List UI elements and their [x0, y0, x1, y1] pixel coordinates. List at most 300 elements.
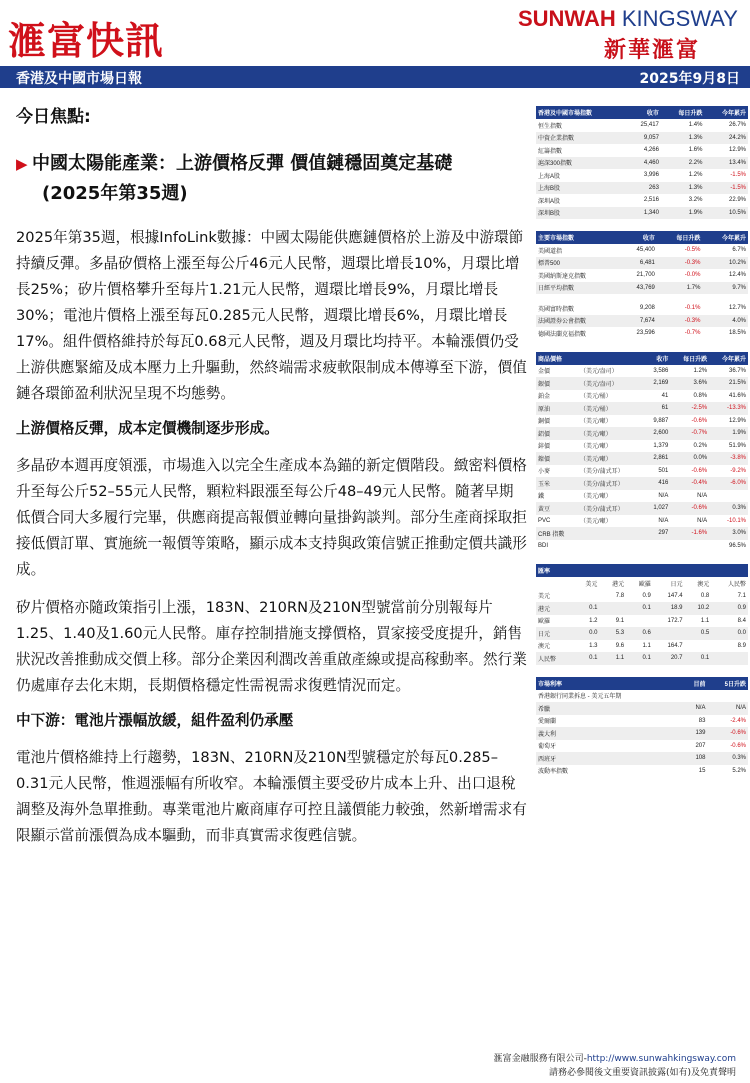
fx-row-cell: 日元: [536, 627, 573, 640]
commodity-row-cell: 96.5%: [728, 542, 746, 549]
rates-col-current: 目前: [682, 677, 708, 690]
fx-row: [536, 590, 748, 603]
headline-line1: 中國太陽能產業：上游價格反彈 價值鏈穩固奠定基礎: [32, 153, 453, 174]
article-headline: [16, 149, 528, 209]
report-title: 滙富快訊: [8, 19, 165, 63]
world-index-row-cell: 23,596: [636, 330, 655, 337]
commodity-row-cell: [644, 540, 670, 553]
report-subtitle: 香港及中國市場日報: [16, 71, 142, 87]
commodity-row-cell: 1,379: [653, 442, 669, 449]
hk-index-row-cell: 2,516: [643, 197, 659, 204]
fx-row-cell: 人民幣: [536, 652, 573, 665]
commodity-row-cell: -0.6%: [670, 502, 709, 515]
commodity-row: [536, 402, 748, 415]
hk-index-row-cell: 深圳B股: [536, 207, 626, 220]
fx-table: [536, 564, 748, 665]
hk-index-row-cell: 25,417: [640, 122, 659, 129]
commodity-row-cell: 鉑金: [538, 394, 551, 401]
commodity-row-cell: 0.2%: [693, 442, 708, 449]
fx-row-cell: 0.1: [573, 602, 600, 615]
commodity-row-cell: -13.3%: [709, 402, 748, 415]
commodity-row-cell: （美元/噸）: [580, 419, 612, 426]
world-index-row-cell: -0.7%: [684, 330, 701, 337]
rate-row-cell: -0.6%: [707, 727, 748, 740]
commodity-row-cell: 3.6%: [670, 377, 709, 390]
fx-row-cell: 9.1: [615, 617, 625, 624]
hk-index-row-cell: 1,340: [626, 207, 661, 220]
commodity-row-cell: PVC: [538, 517, 551, 524]
world-col-close: 收市: [621, 231, 657, 244]
fx-row-cell: [711, 652, 748, 665]
hk-index-row: [536, 194, 748, 207]
commodity-row-cell: 3,586: [653, 367, 669, 374]
fx-row-cell: 0.5: [685, 627, 712, 640]
commodity-row: [536, 540, 748, 553]
world-index-row-cell: -0.1%: [684, 305, 701, 312]
fx-column-header: 人民幣: [727, 581, 746, 588]
world-index-row-cell: -0.5%: [684, 247, 701, 254]
fx-row: [536, 652, 748, 665]
commodity-row-cell: （美元/噸）: [580, 494, 612, 501]
commodity-row-cell: （美元/盎司）: [580, 369, 618, 376]
world-index-row-cell: 9.7%: [702, 282, 748, 295]
fx-row-cell: [626, 615, 653, 628]
commodity-row-cell: N/A: [697, 492, 708, 499]
fx-row-cell: 7.8: [615, 592, 625, 599]
commodity-row-cell: 銀價: [536, 377, 578, 390]
footer-disclaimer: 請務必參閱後文重要資訊披露(如有)及免責聲明: [548, 1068, 736, 1078]
commodity-row-cell: 鐵: [538, 494, 545, 501]
rate-row-cell: N/A: [707, 702, 748, 715]
fx-row-cell: 172.7: [667, 617, 683, 624]
fx-title-row: [536, 564, 748, 577]
rate-row: [536, 740, 748, 753]
comm-col-name: 商品價格: [536, 352, 578, 365]
paragraph-4: 電池片價格維持上行趨勢，183N、210RN及210N型號穩定於每瓦0.285–0.31元人民幣，惟週漲幅有所收窄。本輪漲價主要受矽片成本上升、出口退稅調整及海外急單推動。專業電池片廠商庫存可控且議價能力較強，然新增需求有限顯示當前漲價為成本驅動，而非真實需求復甦信號。: [16, 749, 527, 844]
headline-line2: (2025年第35週): [42, 183, 188, 204]
hk-index-row-cell: -1.5%: [730, 172, 746, 179]
fx-title: 匯率: [536, 564, 748, 577]
world-index-row: [536, 282, 748, 295]
world-index-row-cell: 45,400: [636, 247, 655, 254]
world-col-name: 主要市場指數: [536, 231, 621, 244]
fx-row-cell: [685, 640, 712, 653]
fx-row-cell: 1.1: [599, 652, 626, 665]
report-date: 2025年9月8日: [639, 71, 740, 87]
commodity-row-cell: 2,861: [644, 452, 670, 465]
company-logo-en: [518, 6, 738, 32]
world-index-row-cell: 美國道指: [538, 248, 563, 255]
hk-index-row: [536, 119, 748, 132]
hk-index-row-cell: 1.3%: [661, 182, 705, 195]
world-index-row: [536, 327, 748, 340]
commodity-row-cell: -9.2%: [730, 467, 746, 474]
commodity-row-cell: 玉米: [536, 477, 578, 490]
world-index-row-cell: -0.0%: [684, 272, 701, 279]
market-data-sidebar: [536, 106, 748, 777]
commodity-row-cell: （美元/噸）: [580, 444, 612, 451]
commodity-row-cell: -6.0%: [709, 477, 748, 490]
commodity-row-cell: 1,027: [644, 502, 670, 515]
world-col-daily: 每日升跌: [657, 231, 703, 244]
commodity-row-cell: 2,169: [644, 377, 670, 390]
fx-row-cell: 10.2: [685, 602, 712, 615]
hk-col-close: 收市: [626, 106, 661, 119]
fx-row-cell: 0.1: [626, 602, 653, 615]
commodity-row: [536, 527, 748, 540]
rate-row: [536, 752, 748, 765]
fx-row-cell: [573, 590, 600, 603]
hk-index-row-cell: 1.2%: [688, 172, 703, 179]
rate-row-cell: N/A: [682, 702, 708, 715]
commodity-row-cell: -1.6%: [670, 527, 709, 540]
fx-row-cell: [599, 602, 626, 615]
hk-index-row-cell: 10.5%: [704, 207, 748, 220]
hk-index-row-cell: 12.9%: [728, 147, 746, 154]
hk-index-row: [536, 132, 748, 145]
fx-row-cell: 164.7: [667, 642, 683, 649]
commodity-row-cell: 原油: [536, 402, 578, 415]
header: [0, 0, 750, 66]
fx-row-cell: 0.8: [700, 592, 710, 599]
fx-row-cell: 147.4: [667, 592, 683, 599]
hk-index-row: [536, 182, 748, 195]
hk-index-row-cell: 24.2%: [704, 132, 748, 145]
rate-row-cell: 義大利: [536, 727, 676, 740]
commodity-row-cell: -0.7%: [670, 427, 709, 440]
commodity-row-cell: 金價: [538, 369, 551, 376]
commodity-row-cell: N/A: [658, 517, 669, 524]
world-index-header: [536, 231, 748, 244]
commodity-row-cell: （美元/噸）: [578, 427, 644, 440]
fx-row: [536, 627, 748, 640]
commodity-row: [536, 440, 748, 453]
hk-index-row-cell: 深圳A股: [538, 198, 561, 205]
rate-row-cell: 波動率指數: [538, 769, 569, 776]
world-index-row: [536, 244, 748, 257]
fx-column-header: 美元: [585, 581, 598, 588]
world-index-row-cell: 德國法蘭克福指數: [538, 331, 587, 338]
fx-row: [536, 602, 748, 615]
commodity-row-cell: 297: [644, 527, 670, 540]
commodity-row-cell: 51.9%: [728, 442, 746, 449]
fx-column-header: 歐羅: [638, 581, 651, 588]
rate-row: [536, 690, 748, 703]
rates-col-name: 市場利率: [536, 677, 676, 690]
commodity-row-cell: 36.7%: [728, 367, 746, 374]
hk-index-row: [536, 144, 748, 157]
fx-row-cell: 0.9: [642, 592, 651, 599]
comm-col-daily: 每日升跌: [670, 352, 709, 365]
rate-row-cell: 207: [695, 742, 706, 749]
world-spacer-row: [536, 294, 748, 302]
fx-row-cell: 0.1: [626, 652, 653, 665]
world-index-row-cell: 12.7%: [728, 305, 746, 312]
fx-row-cell: 0.9: [711, 602, 748, 615]
fx-row-cell: 0.1: [685, 652, 712, 665]
commodity-row-cell: [670, 540, 709, 553]
rate-row: [536, 702, 748, 715]
commodity-row-cell: 9,887: [653, 417, 669, 424]
commodity-row-cell: BDI: [538, 542, 549, 549]
fx-row-cell: 1.1: [642, 642, 651, 649]
commodity-row-cell: 0.3%: [709, 502, 748, 515]
fx-row-cell: 港元: [536, 602, 573, 615]
commodity-row-cell: 2,600: [644, 427, 670, 440]
commodity-row: [536, 502, 748, 515]
main-article: [16, 96, 528, 849]
fx-row-cell: 18.9: [653, 602, 685, 615]
fx-row-cell: 澳元: [538, 644, 551, 651]
commodity-row-cell: 3.0%: [709, 527, 748, 540]
hk-col-daily: 每日升跌: [661, 106, 705, 119]
rate-row-cell: 15: [698, 767, 706, 774]
hk-index-row-cell: 1.4%: [688, 122, 703, 129]
commodity-row-cell: 小麥: [538, 469, 551, 476]
commodity-row-cell: 鋁價: [536, 427, 578, 440]
commodity-row-cell: 61: [644, 402, 670, 415]
world-index-row-cell: 18.5%: [728, 330, 746, 337]
commodity-row-cell: （美元/桶）: [580, 394, 612, 401]
world-index-row-cell: 43,769: [621, 282, 657, 295]
world-index-row-cell: 日經平均指數: [536, 282, 621, 295]
commodity-row-cell: N/A: [658, 492, 669, 499]
commodity-row: [536, 452, 748, 465]
hk-col-ytd: 今年累升: [704, 106, 748, 119]
commodity-row-cell: CRB 指數: [536, 527, 578, 540]
commodity-row: [536, 427, 748, 440]
commodity-row-cell: （美分/蒲式耳）: [578, 477, 644, 490]
commodity-row: [536, 465, 748, 478]
fx-row-cell: 5.3: [599, 627, 626, 640]
fx-row-cell: 1.1: [700, 617, 710, 624]
world-index-row-cell: 12.4%: [728, 272, 746, 279]
fx-row-cell: 7.1: [737, 592, 746, 599]
comm-col-unit: [578, 352, 644, 365]
footer-company: 滙富金融服務有限公司-: [493, 1054, 587, 1064]
commodity-row: [536, 365, 748, 378]
commodity-row-cell: 41: [661, 392, 669, 399]
rate-row: [536, 727, 748, 740]
rate-row-cell: 愛爾蘭: [538, 719, 557, 726]
world-index-row-cell: 美國納斯達克指數: [538, 273, 587, 280]
rate-row-cell: 葡萄牙: [538, 744, 557, 751]
header-banner: [0, 66, 750, 88]
hk-index-table: [536, 106, 748, 219]
fx-row-cell: 0.1: [573, 652, 600, 665]
hk-index-row-cell: 1.6%: [688, 147, 703, 154]
commodity-row: [536, 490, 748, 503]
world-index-table: [536, 231, 748, 340]
rates-header: [536, 677, 748, 690]
hk-index-row-cell: 中資企業指數: [536, 132, 626, 145]
commodity-row-cell: 41.6%: [728, 392, 746, 399]
hk-index-row-cell: 4,266: [643, 147, 659, 154]
triangle-bullet-icon: ▶: [16, 155, 28, 173]
world-index-row-cell: 4.0%: [702, 315, 748, 328]
rate-row-cell: 0.3%: [707, 752, 748, 765]
commodity-row-cell: （美分/蒲式耳）: [580, 469, 624, 476]
fx-row: [536, 615, 748, 628]
rate-row: [536, 765, 748, 778]
hk-index-row-cell: 1.3%: [661, 132, 705, 145]
hk-index-row-cell: 263: [626, 182, 661, 195]
fx-column-header: 港元: [612, 581, 625, 588]
logo-en-a: SUNWAH: [517, 6, 616, 31]
commodity-row-cell: -0.4%: [670, 477, 709, 490]
hk-index-row-cell: 上海A股: [538, 173, 561, 180]
world-index-row: [536, 257, 748, 270]
footer-company-line: [494, 1052, 736, 1066]
rate-row: [536, 715, 748, 728]
commodity-row-cell: 501: [658, 467, 669, 474]
fx-row-cell: 美元: [538, 594, 551, 601]
commodity-row-cell: -2.5%: [670, 402, 709, 415]
focus-label: 今日焦點:: [16, 107, 91, 127]
fx-row-cell: 20.7: [653, 652, 685, 665]
paragraph-1: 2025年第35週，根據InfoLink數據：中國太陽能供應鏈價格於上游及中游環節持續反彈。多晶矽價格上漲至每公斤46元人民幣，週環比增長10%，月環比增長25%；矽片價格攀升至每片1.21元人民幣，週環比增長9%，月環比增長30%；電池片價格上漲至每瓦0.285元人民幣，週環比增長6%，月環比增長17%。組件價格維持於每瓦0.68元人民幣，週及月環比均持平。本輪漲價仍受上游供應緊縮及成本壓力上升驅動，然終端需求疲軟限制成本傳導至下游，價值鏈各環節盈利狀況呈現不均態勢。: [16, 229, 527, 402]
commodity-header: [536, 352, 748, 365]
commodity-row: [536, 377, 748, 390]
world-index-row-cell: 10.2%: [702, 257, 748, 270]
comm-col-ytd: 今年累升: [709, 352, 748, 365]
paragraph-3: 矽片價格亦隨政策指引上漲，183N、210RN及210N型號當前分別報每片1.25、1.40及1.60元人民幣。庫存控制措施支撐價格，買家接受度提升，銷售狀況改善推動成交價上移。部分企業因利潤改善重啟產線或提高稼動率。然行業仍處庫存去化末期，長期價格穩定性需視需求復甦情況而定。: [16, 599, 527, 694]
world-index-row: [536, 302, 748, 315]
world-index-row-cell: 1.7%: [657, 282, 703, 295]
world-index-row-cell: 6.7%: [732, 247, 746, 254]
commodity-row-cell: -3.8%: [709, 452, 748, 465]
world-index-row-cell: 6,481: [621, 257, 657, 270]
commodity-row-cell: N/A: [697, 517, 708, 524]
fx-row-cell: 0.6: [626, 627, 653, 640]
logo-en-b: KINGSWAY: [615, 6, 738, 31]
commodity-row-cell: 416: [644, 477, 670, 490]
commodity-table: [536, 352, 748, 553]
fx-column-header: 日元: [670, 581, 683, 588]
hk-col-name: 香港及中國市場指數: [536, 106, 626, 119]
fx-row-cell: 1.3: [589, 642, 598, 649]
comm-col-close: 收市: [644, 352, 670, 365]
fx-row-cell: 0.0: [711, 627, 748, 640]
commodity-row-cell: 1.9%: [709, 427, 748, 440]
rate-row-cell: 香港銀行同業拆息 - 美元五年期: [538, 694, 622, 701]
commodity-row-cell: [578, 527, 644, 540]
hk-index-row-cell: 1.9%: [661, 207, 705, 220]
commodity-row-cell: [709, 490, 748, 503]
rate-row-cell: -2.4%: [730, 717, 746, 724]
commodity-row-cell: [578, 540, 644, 553]
world-index-row-cell: 標普500: [536, 257, 621, 270]
hk-index-row-cell: 22.9%: [728, 197, 746, 204]
commodity-row-cell: -10.1%: [726, 517, 746, 524]
commodity-row-cell: （美分/蒲式耳）: [578, 502, 644, 515]
rate-row-cell: 108: [682, 752, 708, 765]
world-index-row-cell: 英國富時指數: [538, 306, 575, 313]
rates-table: [536, 677, 748, 778]
fx-row-cell: 歐羅: [538, 619, 551, 626]
fx-row-cell: 8.4: [737, 617, 746, 624]
world-index-row-cell: 21,700: [636, 272, 655, 279]
commodity-row-cell: 12.9%: [728, 417, 746, 424]
rate-row-cell: 139: [682, 727, 708, 740]
world-index-row: [536, 269, 748, 282]
rate-row-cell: [707, 690, 748, 703]
fx-row-cell: 9.6: [615, 642, 625, 649]
world-index-row-cell: 7,674: [621, 315, 657, 328]
commodity-row-cell: 0.8%: [693, 392, 708, 399]
rate-row-cell: 5.2%: [732, 767, 746, 774]
commodity-row-cell: （美元/噸）: [578, 452, 644, 465]
fx-column-header: 澳元: [697, 581, 710, 588]
hk-index-row: [536, 157, 748, 170]
hk-index-row-cell: 滬深300指數: [536, 157, 626, 170]
commodity-row-cell: 0.0%: [670, 452, 709, 465]
fx-row: [536, 640, 748, 653]
commodity-row-cell: 黃豆: [536, 502, 578, 515]
subheading-1: 上游價格反彈，成本定價機制逐步形成。: [16, 420, 279, 437]
fx-row-cell: [653, 627, 685, 640]
hk-index-row-cell: 紅籌指數: [538, 148, 563, 155]
commodity-row-cell: （美元/噸）: [580, 519, 612, 526]
rate-row-cell: 西班牙: [536, 752, 676, 765]
footer-url-link[interactable]: http://www.sunwahkingsway.com: [586, 1054, 736, 1064]
fx-row-cell: 1.2: [589, 617, 598, 624]
company-logo-cn: 新華滙富: [603, 38, 700, 63]
commodity-row-cell: 鎳價: [536, 452, 578, 465]
commodity-row: [536, 390, 748, 403]
hk-index-row: [536, 169, 748, 182]
commodity-row: [536, 415, 748, 428]
world-index-row-cell: 9,208: [639, 305, 655, 312]
hk-index-row-cell: 2.2%: [661, 157, 705, 170]
commodity-row-cell: -0.6%: [691, 417, 708, 424]
paragraph-2: 多晶矽本週再度領漲，市場進入以完全生產成本為錨的新定價階段。緻密料價格升至每公斤52–55元人民幣，顆粒料跟漲至每公斤48–49元人民幣。隨著早期低價合同大多履行完畢，供應商提高報價並轉向量掛鈎談判。部分生產商採取拒接低價訂單、實施統一報價等策略，顯示成本支持與政策信號正推動定價共識形成。: [16, 457, 527, 578]
hk-index-row-cell: 恒生指數: [538, 123, 563, 130]
hk-index-header: [536, 106, 748, 119]
footer: [494, 1052, 736, 1080]
hk-index-row-cell: -1.5%: [704, 182, 748, 195]
world-index-row: [536, 315, 748, 328]
hk-index-row-cell: 上海B股: [536, 182, 626, 195]
world-index-row-cell: 法國證券公會指數: [536, 315, 621, 328]
rates-col-5d: 5日升跌: [707, 677, 748, 690]
rate-row-cell: 83: [698, 717, 706, 724]
fx-column-header-row: [536, 577, 748, 590]
hk-index-row-cell: 13.4%: [704, 157, 748, 170]
rate-row-cell: 希臘: [536, 702, 676, 715]
rate-row-cell: [682, 690, 708, 703]
rate-row-cell: -0.6%: [730, 742, 746, 749]
commodity-row-cell: 21.5%: [709, 377, 748, 390]
commodity-row-cell: -0.6%: [691, 467, 708, 474]
commodity-row-cell: （美元/桶）: [578, 402, 644, 415]
hk-index-row-cell: 4,460: [626, 157, 661, 170]
commodity-row-cell: 銅價: [538, 419, 551, 426]
fx-row-cell: 0.0: [573, 627, 600, 640]
hk-index-row-cell: 3,996: [643, 172, 659, 179]
world-index-row-cell: -0.3%: [657, 315, 703, 328]
hk-index-row: [536, 207, 748, 220]
hk-index-row-cell: 3.2%: [688, 197, 703, 204]
world-index-row-cell: -0.3%: [657, 257, 703, 270]
subheading-2: 中下游：電池片漲幅放緩，組件盈利仍承壓: [16, 712, 294, 729]
fx-column-header: [536, 577, 573, 590]
commodity-row-cell: 鋅價: [538, 444, 551, 451]
world-col-ytd: 今年累升: [702, 231, 748, 244]
hk-index-row-cell: 9,057: [626, 132, 661, 145]
commodity-row-cell: 1.2%: [693, 367, 708, 374]
commodity-row-cell: （美元/盎司）: [578, 377, 644, 390]
